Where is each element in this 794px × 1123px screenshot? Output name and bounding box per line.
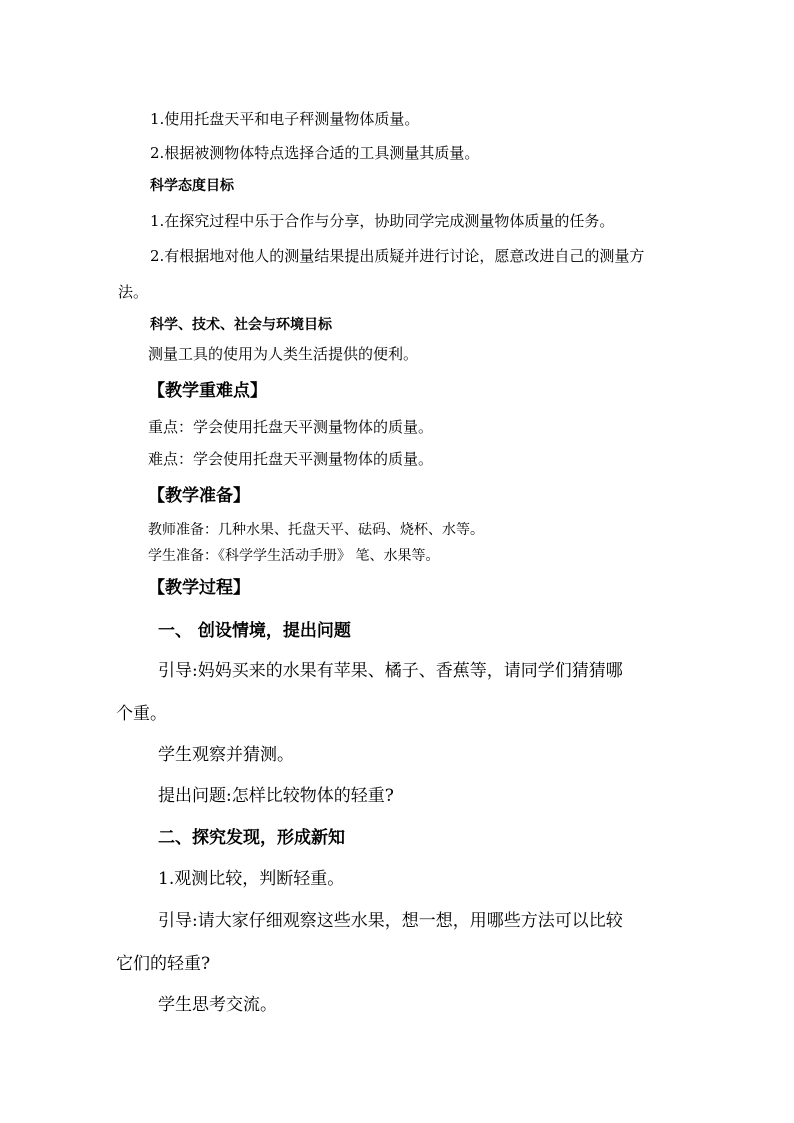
attitude-goal-item-2-line-2: 法。 (118, 283, 149, 301)
key-point-text: 重点：学会使用托盘天平测量物体的质量。 (148, 418, 434, 436)
skills-goal-item-1: 1.使用托盘天平和电子秤测量物体质量。 (150, 110, 420, 128)
section-1-guide-line-2: 个重。 (116, 704, 167, 724)
teacher-preparation: 教师准备：几种水果、托盘天平、砝码、烧杯、水等。 (148, 522, 484, 538)
section-1-guide-line-1: 引导:妈妈买来的水果有苹果、橘子、香蕉等，请同学们猜猜哪 (158, 661, 623, 681)
preparation-heading: 【教学准备】 (148, 486, 250, 506)
section-1-title: 一、 创设情境，提出问题 (158, 621, 351, 641)
difficulty-point-text: 难点：学会使用托盘天平测量物体的质量。 (148, 450, 434, 468)
section-1-observe: 学生观察并猜测。 (158, 745, 294, 765)
section-2-guide-line-2: 它们的轻重? (116, 954, 211, 974)
attitude-goal-item-2-line-1: 2.有根据地对他人的测量结果提出质疑并进行讨论，愿意改进自己的测量方 (150, 247, 645, 265)
attitude-goals-heading: 科学态度目标 (150, 178, 234, 194)
section-2-step-1: 1.观测比较，判断轻重。 (158, 869, 345, 889)
student-preparation: 学生准备：《科学学生活动手册》 笔、水果等。 (148, 548, 440, 564)
sts-goals-heading: 科学、技术、社会与环境目标 (150, 317, 332, 333)
sts-goals-text: 测量工具的使用为人类生活提供的便利。 (148, 345, 419, 363)
section-1-question: 提出问题:怎样比较物体的轻重? (158, 786, 394, 806)
attitude-goal-item-1: 1.在探究过程中乐于合作与分享，协助同学完成测量物体质量的任务。 (150, 212, 615, 230)
key-points-heading: 【教学重难点】 (148, 381, 267, 401)
section-2-guide-line-1: 引导:请大家仔细观察这些水果，想一想，用哪些方法可以比较 (158, 911, 623, 931)
skills-goal-item-2: 2.根据被测物体特点选择合适的工具测量其质量。 (150, 144, 480, 162)
section-2-title: 二、探究发现，形成新知 (158, 828, 345, 848)
process-heading: 【教学过程】 (148, 578, 250, 598)
section-2-think: 学生思考交流。 (158, 995, 277, 1015)
